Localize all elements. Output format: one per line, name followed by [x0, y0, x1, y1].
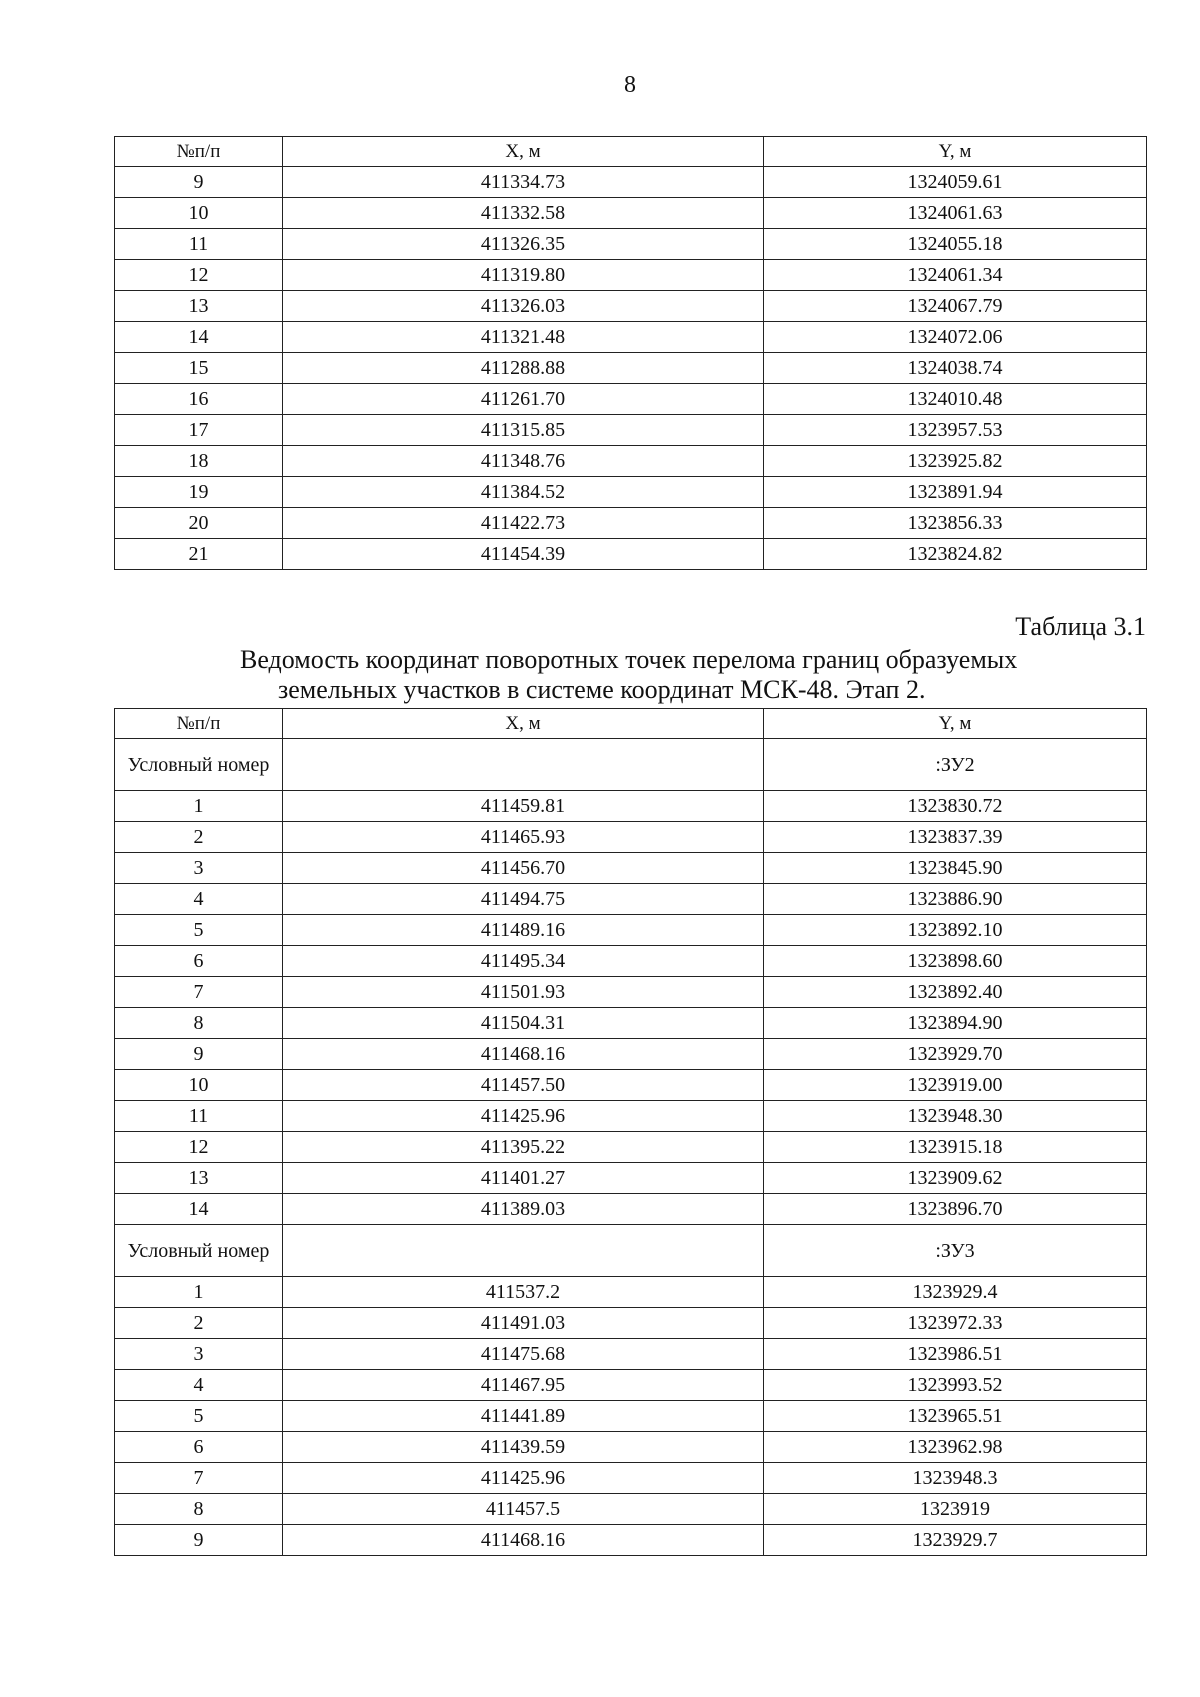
- point-number-cell: 1: [115, 791, 283, 822]
- table-row: [115, 167, 1147, 198]
- y-coordinate-cell: 1323948.30: [764, 1101, 1147, 1132]
- y-coordinate-cell: 1324067.79: [764, 291, 1147, 322]
- point-number-cell: 3: [115, 1339, 283, 1370]
- table-row: [115, 946, 1147, 977]
- table-label: Таблица 3.1: [1015, 612, 1146, 641]
- point-number-cell: 12: [115, 1132, 283, 1163]
- table-row: [115, 446, 1147, 477]
- table-header-row: [115, 137, 1147, 167]
- point-number-cell: 3: [115, 853, 283, 884]
- x-coordinate-cell: 411495.34: [283, 946, 764, 977]
- point-number-cell: 16: [115, 384, 283, 415]
- y-coordinate-cell: 1323892.10: [764, 915, 1147, 946]
- conditional-number-label: Условный номер: [115, 739, 283, 791]
- x-coordinate-cell: 411475.68: [283, 1339, 764, 1370]
- table-row: [115, 353, 1147, 384]
- coordinates-table-stage-2: [114, 708, 1147, 1556]
- x-coordinate-cell: 411465.93: [283, 822, 764, 853]
- table-row: [115, 291, 1147, 322]
- x-coordinate-cell: 411504.31: [283, 1008, 764, 1039]
- x-coordinate-cell: 411468.16: [283, 1039, 764, 1070]
- table-row: [115, 260, 1147, 291]
- point-number-cell: 9: [115, 1525, 283, 1556]
- point-number-cell: 9: [115, 167, 283, 198]
- group-header-row: [115, 739, 1147, 791]
- conditional-number-label: Условный номер: [115, 1225, 283, 1277]
- point-number-cell: 8: [115, 1494, 283, 1525]
- y-coordinate-cell: 1324038.74: [764, 353, 1147, 384]
- parcel-code: :ЗУ2: [764, 739, 1147, 791]
- table-caption-line-1: Ведомость координат поворотных точек перелома границ образуемых: [240, 645, 1018, 674]
- table-row: [115, 977, 1147, 1008]
- point-number-cell: 1: [115, 1277, 283, 1308]
- table-row: [115, 539, 1147, 570]
- table-row: [115, 915, 1147, 946]
- y-coordinate-cell: 1323929.4: [764, 1277, 1147, 1308]
- table-row: [115, 508, 1147, 539]
- table-row: [115, 853, 1147, 884]
- x-coordinate-cell: 411321.48: [283, 322, 764, 353]
- x-coordinate-cell: 411454.39: [283, 539, 764, 570]
- x-coordinate-cell: 411457.50: [283, 1070, 764, 1101]
- y-coordinate-cell: 1323915.18: [764, 1132, 1147, 1163]
- column-header-x: X, м: [283, 709, 764, 739]
- y-coordinate-cell: 1323929.7: [764, 1525, 1147, 1556]
- y-coordinate-cell: 1324059.61: [764, 167, 1147, 198]
- y-coordinate-cell: 1324072.06: [764, 322, 1147, 353]
- table-row: [115, 1163, 1147, 1194]
- group-header-row: [115, 1225, 1147, 1277]
- table-row: [115, 384, 1147, 415]
- y-coordinate-cell: 1323837.39: [764, 822, 1147, 853]
- x-coordinate-cell: 411395.22: [283, 1132, 764, 1163]
- point-number-cell: 7: [115, 977, 283, 1008]
- y-coordinate-cell: 1323986.51: [764, 1339, 1147, 1370]
- table-row: [115, 1132, 1147, 1163]
- point-number-cell: 13: [115, 1163, 283, 1194]
- table-row: [115, 415, 1147, 446]
- table-row: [115, 791, 1147, 822]
- x-coordinate-cell: 411334.73: [283, 167, 764, 198]
- table-header-row: [115, 709, 1147, 739]
- y-coordinate-cell: 1323894.90: [764, 1008, 1147, 1039]
- table-row: [115, 1339, 1147, 1370]
- table-row: [115, 1008, 1147, 1039]
- x-coordinate-cell: 411494.75: [283, 884, 764, 915]
- y-coordinate-cell: 1323830.72: [764, 791, 1147, 822]
- y-coordinate-cell: 1323845.90: [764, 853, 1147, 884]
- point-number-cell: 5: [115, 915, 283, 946]
- table-row: [115, 1101, 1147, 1132]
- y-coordinate-cell: 1323824.82: [764, 539, 1147, 570]
- y-coordinate-cell: 1323925.82: [764, 446, 1147, 477]
- point-number-cell: 20: [115, 508, 283, 539]
- point-number-cell: 13: [115, 291, 283, 322]
- point-number-cell: 2: [115, 822, 283, 853]
- table-row: [115, 1494, 1147, 1525]
- point-number-cell: 4: [115, 1370, 283, 1401]
- table-row: [115, 1039, 1147, 1070]
- y-coordinate-cell: 1323993.52: [764, 1370, 1147, 1401]
- x-coordinate-cell: 411459.81: [283, 791, 764, 822]
- y-coordinate-cell: 1323948.3: [764, 1463, 1147, 1494]
- y-coordinate-cell: 1323891.94: [764, 477, 1147, 508]
- point-number-cell: 10: [115, 1070, 283, 1101]
- point-number-cell: 6: [115, 946, 283, 977]
- x-coordinate-cell: 411491.03: [283, 1308, 764, 1339]
- column-header-number: №п/п: [115, 709, 283, 739]
- column-header-number: №п/п: [115, 137, 283, 167]
- table-row: [115, 822, 1147, 853]
- point-number-cell: 14: [115, 1194, 283, 1225]
- point-number-cell: 19: [115, 477, 283, 508]
- y-coordinate-cell: 1323962.98: [764, 1432, 1147, 1463]
- table-row: [115, 1277, 1147, 1308]
- x-coordinate-cell: 411456.70: [283, 853, 764, 884]
- column-header-y: Y, м: [764, 709, 1147, 739]
- table-row: [115, 1308, 1147, 1339]
- y-coordinate-cell: 1323957.53: [764, 415, 1147, 446]
- y-coordinate-cell: 1323965.51: [764, 1401, 1147, 1432]
- x-coordinate-cell: 411468.16: [283, 1525, 764, 1556]
- y-coordinate-cell: 1323909.62: [764, 1163, 1147, 1194]
- y-coordinate-cell: 1323856.33: [764, 508, 1147, 539]
- empty-cell: [283, 1225, 764, 1277]
- table-row: [115, 1401, 1147, 1432]
- point-number-cell: 2: [115, 1308, 283, 1339]
- y-coordinate-cell: 1323892.40: [764, 977, 1147, 1008]
- point-number-cell: 9: [115, 1039, 283, 1070]
- y-coordinate-cell: 1323972.33: [764, 1308, 1147, 1339]
- x-coordinate-cell: 411457.5: [283, 1494, 764, 1525]
- x-coordinate-cell: 411315.85: [283, 415, 764, 446]
- y-coordinate-cell: 1324010.48: [764, 384, 1147, 415]
- table-row: [115, 1463, 1147, 1494]
- table-row: [115, 1194, 1147, 1225]
- table-row: [115, 322, 1147, 353]
- table-row: [115, 198, 1147, 229]
- x-coordinate-cell: 411319.80: [283, 260, 764, 291]
- x-coordinate-cell: 411326.03: [283, 291, 764, 322]
- x-coordinate-cell: 411348.76: [283, 446, 764, 477]
- x-coordinate-cell: 411467.95: [283, 1370, 764, 1401]
- point-number-cell: 4: [115, 884, 283, 915]
- point-number-cell: 17: [115, 415, 283, 446]
- parcel-code: :ЗУ3: [764, 1225, 1147, 1277]
- y-coordinate-cell: 1323919.00: [764, 1070, 1147, 1101]
- point-number-cell: 12: [115, 260, 283, 291]
- y-coordinate-cell: 1323898.60: [764, 946, 1147, 977]
- coordinates-table-continued: [114, 136, 1147, 570]
- x-coordinate-cell: 411439.59: [283, 1432, 764, 1463]
- y-coordinate-cell: 1324055.18: [764, 229, 1147, 260]
- x-coordinate-cell: 411389.03: [283, 1194, 764, 1225]
- empty-cell: [283, 739, 764, 791]
- point-number-cell: 11: [115, 229, 283, 260]
- point-number-cell: 8: [115, 1008, 283, 1039]
- x-coordinate-cell: 411261.70: [283, 384, 764, 415]
- point-number-cell: 14: [115, 322, 283, 353]
- x-coordinate-cell: 411537.2: [283, 1277, 764, 1308]
- point-number-cell: 5: [115, 1401, 283, 1432]
- column-header-x: X, м: [283, 137, 764, 167]
- y-coordinate-cell: 1323919: [764, 1494, 1147, 1525]
- point-number-cell: 11: [115, 1101, 283, 1132]
- y-coordinate-cell: 1324061.34: [764, 260, 1147, 291]
- y-coordinate-cell: 1324061.63: [764, 198, 1147, 229]
- table-row: [115, 1070, 1147, 1101]
- x-coordinate-cell: 411425.96: [283, 1101, 764, 1132]
- x-coordinate-cell: 411501.93: [283, 977, 764, 1008]
- point-number-cell: 7: [115, 1463, 283, 1494]
- y-coordinate-cell: 1323929.70: [764, 1039, 1147, 1070]
- table-row: [115, 1432, 1147, 1463]
- page-number: 8: [624, 72, 636, 98]
- table-row: [115, 229, 1147, 260]
- x-coordinate-cell: 411425.96: [283, 1463, 764, 1494]
- y-coordinate-cell: 1323886.90: [764, 884, 1147, 915]
- point-number-cell: 15: [115, 353, 283, 384]
- table-row: [115, 1370, 1147, 1401]
- table-row: [115, 477, 1147, 508]
- point-number-cell: 18: [115, 446, 283, 477]
- x-coordinate-cell: 411288.88: [283, 353, 764, 384]
- column-header-y: Y, м: [764, 137, 1147, 167]
- x-coordinate-cell: 411326.35: [283, 229, 764, 260]
- table-row: [115, 884, 1147, 915]
- point-number-cell: 10: [115, 198, 283, 229]
- point-number-cell: 6: [115, 1432, 283, 1463]
- x-coordinate-cell: 411489.16: [283, 915, 764, 946]
- x-coordinate-cell: 411401.27: [283, 1163, 764, 1194]
- x-coordinate-cell: 411441.89: [283, 1401, 764, 1432]
- point-number-cell: 21: [115, 539, 283, 570]
- x-coordinate-cell: 411332.58: [283, 198, 764, 229]
- table-row: [115, 1525, 1147, 1556]
- x-coordinate-cell: 411422.73: [283, 508, 764, 539]
- table-caption-line-2: земельных участков в системе координат МСК-48. Этап 2.: [278, 675, 926, 704]
- y-coordinate-cell: 1323896.70: [764, 1194, 1147, 1225]
- x-coordinate-cell: 411384.52: [283, 477, 764, 508]
